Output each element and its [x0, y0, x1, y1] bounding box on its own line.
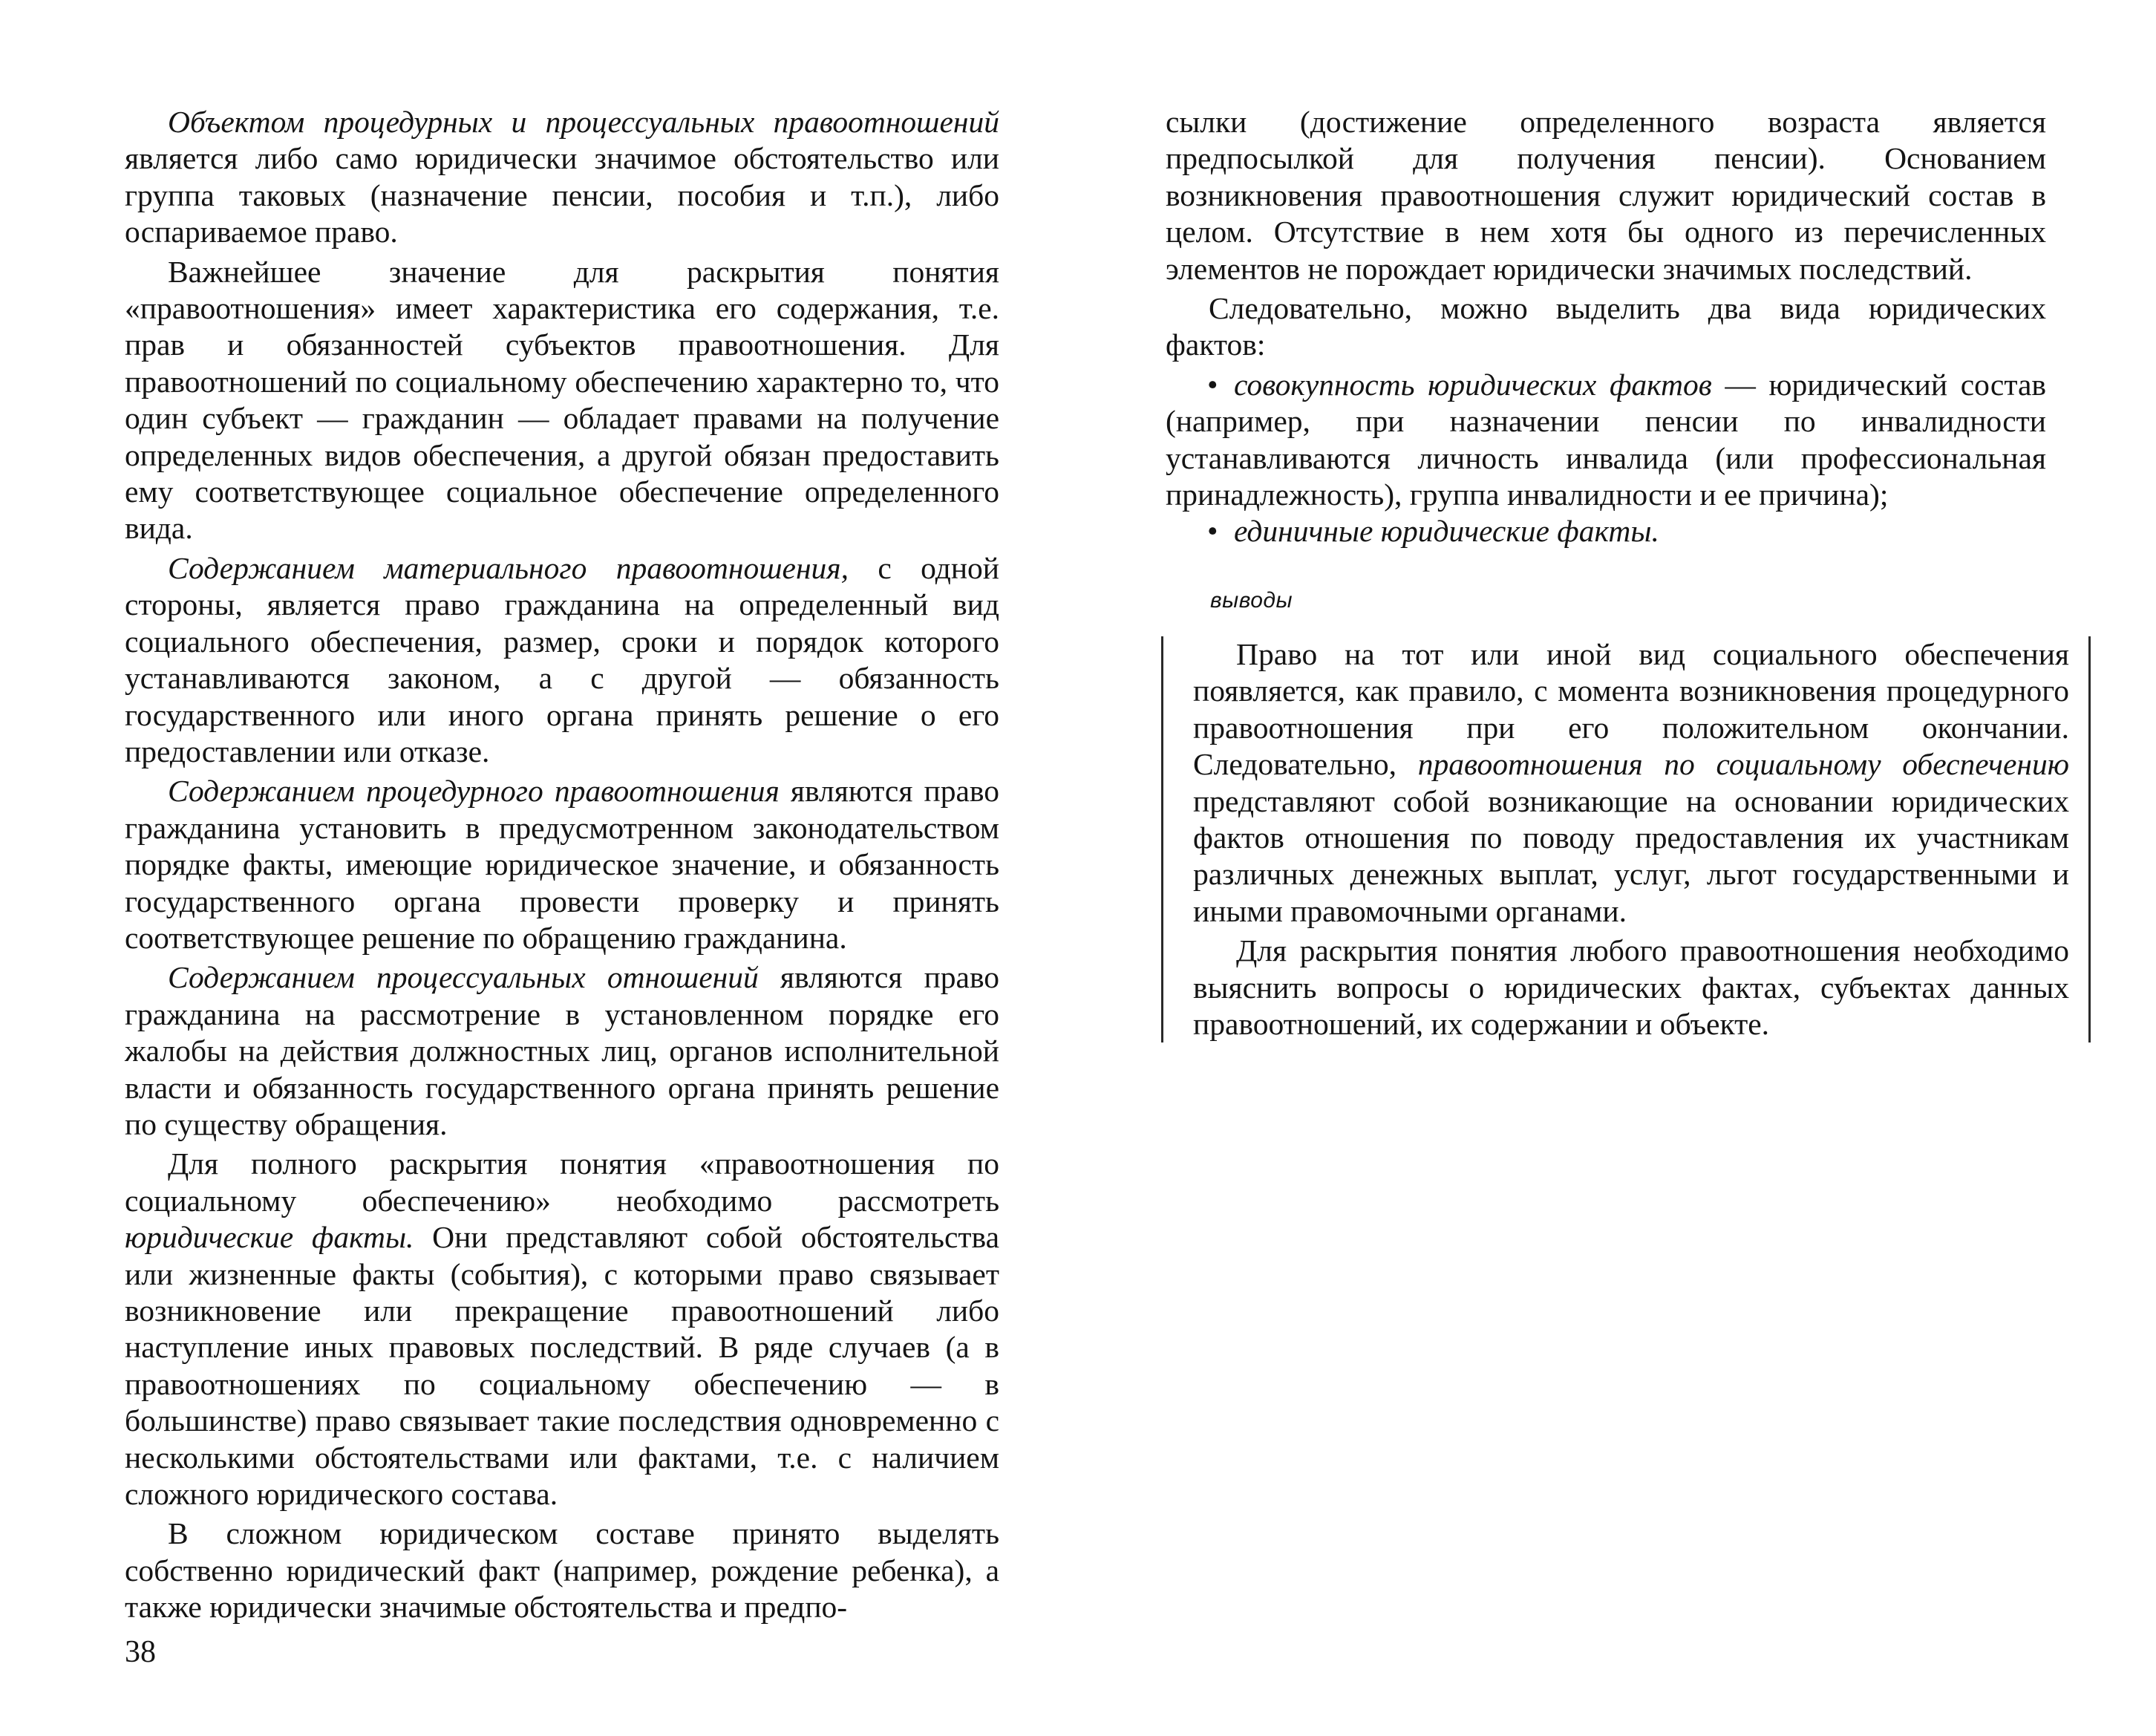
- paragraph-text: являются право гражданина на рассмотрение в установленном порядке его жалобы на действия должностных лиц, органов исполнительной власти и обязанность государственного органа принять решение по существу обращения.: [125, 960, 1000, 1141]
- paragraph-two-types: [1166, 290, 2046, 364]
- italic-term: Содержанием материального правоотношения,: [168, 550, 849, 585]
- right-page: [1078, 0, 2156, 1736]
- bullet-item-single-facts: [1166, 513, 2046, 549]
- bullet-item-combined-facts: [1166, 367, 2046, 514]
- summary-paragraph-understanding: [1193, 933, 2069, 1042]
- paragraph-complex-composition: [125, 1515, 999, 1625]
- italic-term: юридические факты.: [125, 1220, 414, 1255]
- paragraph-content-importance: [125, 254, 999, 547]
- bullet-icon: •: [1207, 514, 1218, 549]
- paragraph-text: является либо само юридически значимое обстоятельство или группа таковых (назначение пенсии, пособия и т.п.), либо оспариваемое право.: [125, 141, 999, 249]
- paragraph-text: Следовательно, можно выделить два вида юридических фактов:: [1166, 291, 2046, 362]
- paragraph-object-of-relations: [125, 104, 999, 251]
- paragraph-continuation: [1166, 104, 2046, 287]
- italic-term: Объектом процедурных и процессуальных правоотношений: [168, 105, 999, 139]
- bullet-icon: •: [1207, 367, 1218, 402]
- paragraph-text: Для раскрытия понятия любого правоотношения необходимо выяснить вопросы о юридических фактах, субъектах данных правоотношений, их содержании и объекте.: [1193, 933, 2069, 1041]
- paragraph-process-relation: [125, 959, 999, 1143]
- paragraph-material-relation: [125, 550, 999, 770]
- italic-term: единичные юридические факты.: [1234, 514, 1659, 549]
- summary-box: [1161, 636, 2091, 1042]
- paragraph-text: Они представляют собой обстоятельства или жизненные факты (события), с которыми право связывает возникновение или прекращение правоотношений либо наступление иных правовых последствий. В ряде случаев (а в правоотношениях по социальному обеспечению — в большинстве) право связывает такие последствия одновременно с несколькими обстоятельствами или фактами, т.е. с наличием сложного юридического состава.: [125, 1220, 999, 1512]
- italic-term: правоотношения по социальному обеспечению: [1417, 747, 2069, 782]
- paragraph-text: Право на тот или иной вид социального обеспечения появляется, как правило, с момента возникновения процедурного правоотношения при его положительном окончании. Следовательно,: [1193, 636, 2069, 782]
- paragraph-text: Для полного раскрытия понятия «правоотношения по социальному обеспечению» необходимо рассмотреть: [125, 1146, 999, 1218]
- right-text-column: [1166, 104, 2069, 1045]
- paragraph-procedural-relation: [125, 773, 999, 956]
- section-label-conclusions: выводы: [1210, 587, 1293, 613]
- paragraph-text: представляют собой возникающие на основании юридических фактов отношения по поводу предоставления их участникам различных денежных выплат, услуг, льгот государственными и иными правомочными органами.: [1193, 783, 2069, 928]
- paragraph-text: — юридический состав (например, при назначении пенсии по инвалидности устанавливаются личность инвалида (или профессиональная принадлежность), группа инвалидности и ее причина);: [1166, 367, 2046, 512]
- paragraph-text: В сложном юридическом составе принято выделять собственно юридический факт (например, рождение ребенка), а также юридически значимые обстоятельства и предпо-: [125, 1516, 999, 1625]
- paragraph-text: Важнейшее значение для раскрытия понятия «правоотношения» имеет характеристика его содержания, т.е. прав и обязанностей субъектов правоотношения. Для правоотношений по социальному обеспечению характерно то, что один субъект — гражданин — обладает правами на получение определенных видов обеспечения, а другой обязан предоставить ему соответствующее социальное обеспечение определенного вида.: [125, 254, 999, 546]
- italic-term: Содержанием процедурного правоотношения: [168, 774, 780, 809]
- summary-paragraph-rights: [1193, 636, 2069, 930]
- left-text-column: [125, 104, 999, 1629]
- page-number: 38: [125, 1635, 156, 1669]
- paragraph-text: являются право гражданина установить в предусмотренном законодательством порядке факты, имеющие юридическое значение, и обязанность государственного органа провести проверку и принять соответствующее решение по обращению гражданина.: [125, 774, 999, 955]
- paragraph-text: сылки (достижение определенного возраста является предпосылкой для получения пенсии). Основанием возникновения правоотношения служит юридический состав в целом. Отсутствие в нем хотя бы одного из перечисленных элементов не порождает юридически значимых последствий.: [1166, 105, 2046, 286]
- italic-term: совокупность юридических фактов: [1234, 367, 1712, 402]
- italic-term: Содержанием процессуальных отношений: [168, 960, 759, 995]
- paragraph-text: с одной стороны, является право гражданина на определенный вид социального обеспечения, размер, сроки и порядок которого устанавливаются законом, а с другой — обязанность государственного или иного органа принять решение о его предоставлении или отказе.: [125, 550, 999, 769]
- paragraph-legal-facts: [125, 1146, 999, 1513]
